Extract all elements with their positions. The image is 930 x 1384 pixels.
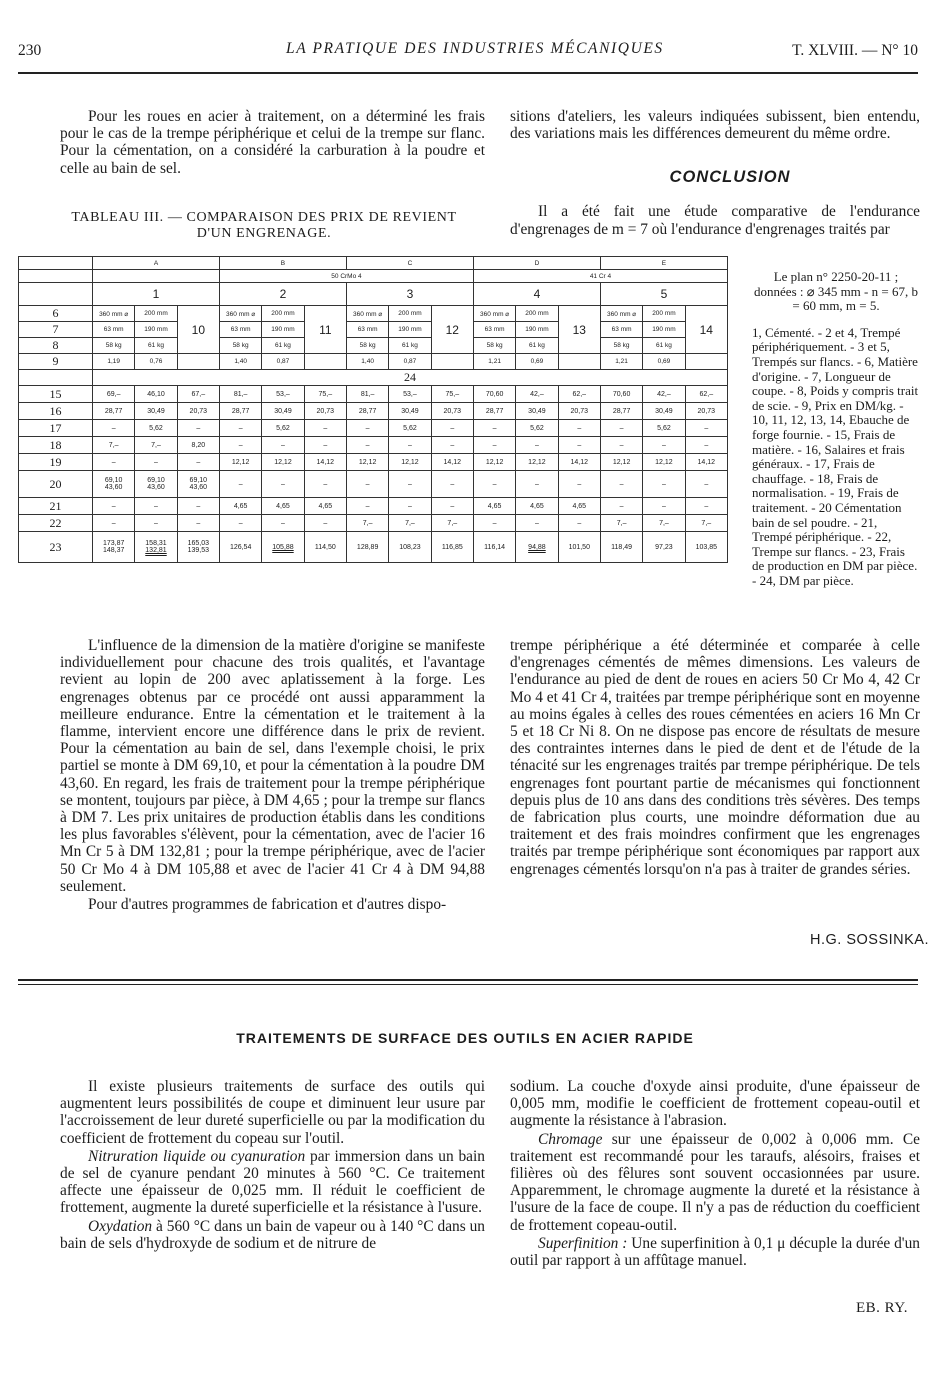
table-cell: – (643, 498, 685, 515)
row-label: 6 (19, 306, 93, 322)
table-cell: 14,12 (431, 454, 473, 471)
chromage-text: sur une épaisseur de 0,002 à 0,006 mm. Ce traitement est recommandé pour les taraufs, alésoirs, fraises et filières où des fêlures sont souvent occasionnées par usure. Apparemment, le chromage augmente la dureté et la résistance à l'usure de la face de coupe. Il n'y a pas de réduction du coefficient de frottement copeau-outil. (510, 1130, 920, 1234)
table-cell: 8,20 (177, 437, 219, 454)
table-cell: 12,12 (389, 454, 431, 471)
table-cell: 116,14 (473, 532, 515, 563)
table-cell: 28,77 (473, 403, 515, 420)
intro-right-column (510, 108, 920, 143)
table-cell: 30,49 (135, 403, 177, 420)
table-cell: 5,62 (643, 420, 685, 437)
table-cell: – (93, 420, 135, 437)
table-cell: 30,49 (262, 403, 304, 420)
intro-left-column (60, 108, 485, 178)
table-cell: 63 mm (219, 322, 261, 338)
table-cell: 5,62 (262, 420, 304, 437)
table-cell: – (389, 471, 431, 498)
table-cell: – (93, 515, 135, 532)
table-cell: – (643, 471, 685, 498)
table-cell: 12,12 (219, 454, 261, 471)
nitruration-term: Nitruration liquide ou cyanuration (88, 1147, 306, 1165)
table-cell: 190 mm (135, 322, 177, 338)
table-cell: – (177, 515, 219, 532)
middle-right-paragraph: trempe périphérique a été déterminée et comparée à celle d'engrenages cémentés de mêmes dimensions. Les valeurs de l'endurance au pied de dent de roues en aciers 50 Cr Mo 4, 42 Cr Mo 4 et 41 Cr 4, traitées par trempe périphérique sont en moyenne au moins égales à celles des roues cémentées en aciers 16 Mn Cr 5 et 18 Cr Ni 8. On ne dispose pas encore de résultats de mesure des contraintes internes dans le pied de dent et de l'étude de la ténacité sur les engrenages traités par trempe périphérique. De tels engrenages font pourtant partie de mécanismes qui fonctionnent depuis plus de 10 ans dans des conditions très sévères. Des temps de fabrication plus courts, une moindre déformation due au traitement et des frais moindres confirment que les engrenages traités par trempe périphérique sont économiques par rapport aux engrenages cémentés lorsqu'on n'a pas à traiter de grandes séries. (510, 637, 920, 878)
table-cell: 114,50 (304, 532, 346, 563)
table-cell: 190 mm (389, 322, 431, 338)
table-cell: – (558, 515, 600, 532)
row-16 (19, 403, 728, 420)
row-label: 7 (19, 322, 93, 338)
table-cell: 190 mm (643, 322, 685, 338)
right-continuation-paragraph: sitions d'ateliers, les valeurs indiquées subissent, bien entendu, des variations mais les différences demeurent du même ordre. (510, 108, 920, 143)
side-number: 11 (304, 306, 346, 354)
table-cell: 70,60 (600, 386, 642, 403)
table-cell: 69,– (93, 386, 135, 403)
table-cell: 4,65 (219, 498, 261, 515)
table-cell: 12,12 (516, 454, 558, 471)
cell-line: 69,10 (147, 477, 165, 484)
section-24-label: 24 (93, 370, 728, 386)
table-cell: 58 kg (219, 338, 261, 354)
table-cell: 200 mm (643, 306, 685, 322)
table-cell: – (304, 515, 346, 532)
table-cell: 200 mm (262, 306, 304, 322)
row-label: 19 (19, 454, 93, 471)
table-cell: – (304, 420, 346, 437)
cell-line: 132,81 (145, 547, 167, 554)
table-cell: 58 kg (473, 338, 515, 354)
table-cell: 4,65 (473, 498, 515, 515)
material-bc: 50 CrMo 4 (219, 270, 473, 283)
table-cell: 20,73 (558, 403, 600, 420)
table-cell: 7,– (135, 437, 177, 454)
running-title: LA PRATIQUE DES INDUSTRIES MÉCANIQUES (286, 40, 664, 57)
table-cell: – (135, 454, 177, 471)
cell-line: 69,10 (104, 477, 123, 484)
table-cell: 103,85 (685, 532, 727, 563)
table-cell: 1,40 (346, 354, 388, 370)
row-15 (19, 386, 728, 403)
table-cell: 7,– (389, 515, 431, 532)
table-cell: – (558, 420, 600, 437)
table-cell: – (219, 437, 261, 454)
table-cell: 20,73 (304, 403, 346, 420)
row-label: 16 (19, 403, 93, 420)
table-cell: 62,– (685, 386, 727, 403)
table-cell (177, 471, 219, 498)
table-cell: 58 kg (346, 338, 388, 354)
group-number-4: 4 (473, 283, 600, 306)
table-cell: 70,60 (473, 386, 515, 403)
table-cell: – (516, 437, 558, 454)
group-b: B (219, 257, 346, 270)
table-cell: 63 mm (346, 322, 388, 338)
table-cell: – (431, 420, 473, 437)
row-label: 9 (19, 354, 93, 370)
table-cell: 360 mm ⌀ (346, 306, 388, 322)
cell-line: 139,53 (187, 547, 210, 554)
side-number: 13 (558, 306, 600, 354)
table-cell: 67,– (177, 386, 219, 403)
table-cell: 7,– (431, 515, 473, 532)
table-cell: – (219, 471, 261, 498)
cell-line: 43,60 (147, 484, 165, 491)
material-a (93, 270, 220, 283)
table-cell: 128,89 (346, 532, 388, 563)
bottom-right-paragraph: sodium. La couche d'oxyde ainsi produite, d'une épaisseur de 0,005 mm, modifie le coefficient de frottement copeau-outil et augmente la résistance à l'abrasion. (510, 1078, 920, 1130)
chromage-term: Chromage (538, 1130, 603, 1148)
side-number: 10 (177, 306, 219, 354)
table-cell: 4,65 (516, 498, 558, 515)
table-cell: – (431, 471, 473, 498)
table-cell: – (473, 437, 515, 454)
table-cell: 61 kg (643, 338, 685, 354)
bottom-left-column (60, 1078, 485, 1253)
legend-text: 1, Cémenté. - 2 et 4, Trempé périphériquement. - 3 et 5, Trempés sur flancs. - 6, Matière d'origine. - 7, Longueur de coupe. - 8, Poids y compris trait de scie. - 9, Prix en DM/kg. - 10, 11, 12, 13, 14, Ebauche de forge fournie. - 15, Frais de matière. - 16, Salaires et frais généraux. - 17, Frais de chauffage. - 18, Frais de normalisation. - 19, Frais de traitement. - 20 Cémentation bain de sel poudre. - 21, Trempé périphérique. - 22, Trempe sur flancs. - 23, Frais de production en DM par pièce. - 24, DM par pièce. (752, 324, 919, 588)
row-20 (19, 471, 728, 498)
table-cell: – (135, 515, 177, 532)
table-cell: – (304, 437, 346, 454)
table-cell: 53,– (262, 386, 304, 403)
table-cell: 200 mm (135, 306, 177, 322)
legend-plan: Le plan n° 2250-20-11 ; données : ⌀ 345 mm - n = 67, b = 60 mm, m = 5. (754, 269, 918, 314)
table-cell: – (431, 437, 473, 454)
table-cell: 58 kg (93, 338, 135, 354)
table-cell: – (600, 471, 642, 498)
cell-line: 69,10 (189, 477, 208, 484)
chromage-paragraph (510, 1131, 920, 1234)
table-cell: – (93, 498, 135, 515)
table-cell: 61 kg (389, 338, 431, 354)
table-cell: – (177, 420, 219, 437)
volume-number: T. XLVIII. — N° 10 (792, 42, 918, 59)
table-cell: 0,87 (389, 354, 431, 370)
superfinition-paragraph (510, 1235, 920, 1269)
cell-line: 148,37 (102, 547, 125, 554)
table-cell: 97,23 (643, 532, 685, 563)
table-cell: 200 mm (389, 306, 431, 322)
table-cell: 360 mm ⌀ (473, 306, 515, 322)
table-cell: – (346, 471, 388, 498)
table-cell: 20,73 (177, 403, 219, 420)
table-cell: 190 mm (516, 322, 558, 338)
table-cell (177, 532, 219, 563)
group-number-1: 1 (93, 283, 220, 306)
table-cell: 58 kg (600, 338, 642, 354)
table-cell: 101,50 (558, 532, 600, 563)
oxydation-paragraph (60, 1218, 485, 1252)
row-23 (19, 532, 728, 563)
table-cell: 12,12 (262, 454, 304, 471)
signature-ebry: EB. RY. (856, 1300, 908, 1316)
row-18 (19, 437, 728, 454)
table-cell: 108,23 (389, 532, 431, 563)
table-cell: – (643, 437, 685, 454)
table-cell: 5,62 (516, 420, 558, 437)
table-cell: 63 mm (93, 322, 135, 338)
table-cell: 5,62 (135, 420, 177, 437)
bottom-left-paragraph: Il existe plusieurs traitements de surface des outils qui augmentent leurs possibilités de coupe et diminuent leur usure par l'accroissement de leur dureté superficielle ou par la modification du coefficient de frottement du copeau sur l'outil. (60, 1078, 485, 1147)
table-cell: 63 mm (600, 322, 642, 338)
cell-line: 173,87 (102, 540, 125, 547)
table-cell: 75,– (431, 386, 473, 403)
table-cell: 20,73 (685, 403, 727, 420)
middle-right-column (510, 637, 920, 879)
table-cell: 0,76 (135, 354, 177, 370)
cell-line: 158,31 (145, 540, 167, 547)
table-cell: 200 mm (516, 306, 558, 322)
table-cell: 7,– (93, 437, 135, 454)
row-label: 23 (19, 532, 93, 563)
table-cell: 0,69 (516, 354, 558, 370)
cell-line: 43,60 (104, 484, 123, 491)
table-cell: 7,– (685, 515, 727, 532)
table-cell: 30,49 (389, 403, 431, 420)
table-cell: 28,77 (346, 403, 388, 420)
table-cell: 4,65 (262, 498, 304, 515)
table-cell: 1,19 (93, 354, 135, 370)
row-17 (19, 420, 728, 437)
table-cell: 61 kg (516, 338, 558, 354)
table-caption (60, 210, 468, 242)
middle-left-paragraph-2: Pour d'autres programmes de fabrication et d'autres dispo- (88, 896, 447, 914)
table-cell: 12,12 (473, 454, 515, 471)
conclusion-start (510, 203, 920, 240)
row-label: 18 (19, 437, 93, 454)
table-cell: – (473, 420, 515, 437)
table-cell: 7,– (643, 515, 685, 532)
table-cell: – (600, 420, 642, 437)
table-cell: 20,73 (431, 403, 473, 420)
table-cell: – (346, 437, 388, 454)
table-cell: 81,– (346, 386, 388, 403)
cell-line: 165,03 (187, 540, 210, 547)
section-rule-1 (18, 979, 918, 981)
table-cell: – (600, 498, 642, 515)
oxydation-term: Oxydation (88, 1217, 153, 1235)
table-cell (135, 471, 177, 498)
conclusion-paragraph: Il a été fait une étude comparative de l'endurance d'engrenages de m = 7 où l'endurance d'engrenages traités par (510, 203, 920, 238)
group-e: E (600, 257, 727, 270)
table-cell: – (262, 471, 304, 498)
table-cell: 46,10 (135, 386, 177, 403)
table-cell: 30,49 (643, 403, 685, 420)
page-header (18, 38, 918, 68)
row-label: 15 (19, 386, 93, 403)
middle-left-paragraph: L'influence de la dimension de la matière d'origine se manifeste individuellement pour chacune des trois qualités, et l'avantage revient au lopin de 200 avec aplatissement à la forge. Les engrenages obtenus par ce procédé ont aussi apparamment la meilleure endurance. Entre la cémentation et le traitement à la flamme, intervient encore une différence dans le prix de revient. Pour la cémentation au bain de sel, dans l'exemple choisi, le prix partiel se monte à DM 69,10, et pour la cémentation à la poudre DM 43,60. En regard, les frais de traitement pour la trempe périphérique se montent, toujours par pièce, à DM 4,65 ; pour la trempe sur flancs à DM 7. Les prix unitaires de production établis dans les conditions les plus favorables s'élèvent, pour la cémentation, avec de l'acier 16 Mn Cr 5 à DM 132,81 ; pour la trempe périphérique, avec de l'acier 50 Cr Mo 4 à DM 105,88 et avec de l'acier 41 Cr 4 à DM 94,88 seulement. (60, 637, 485, 895)
row-21 (19, 498, 728, 515)
nitruration-paragraph (60, 1148, 485, 1217)
table-cell: 116,85 (431, 532, 473, 563)
table-cell: 75,– (304, 386, 346, 403)
table-cell: – (219, 515, 261, 532)
table-cell: 61 kg (135, 338, 177, 354)
signature-sossinka: H.G. SOSSINKA. (810, 932, 929, 948)
row-19 (19, 454, 728, 471)
table-cell: – (516, 515, 558, 532)
middle-left-column (60, 637, 485, 914)
article-title: TRAITEMENTS DE SURFACE DES OUTILS EN ACIER RAPIDE (236, 1030, 694, 1046)
table-legend (752, 270, 920, 600)
table-cell: 0,69 (643, 354, 685, 370)
table-cell: 14,12 (685, 454, 727, 471)
material-de: 41 Cr 4 (473, 270, 727, 283)
group-c: C (346, 257, 473, 270)
table-cell: – (431, 498, 473, 515)
row-label: 8 (19, 338, 93, 354)
table-cell: – (219, 420, 261, 437)
row-label: 20 (19, 471, 93, 498)
table-cell: – (516, 471, 558, 498)
table-cell: – (346, 498, 388, 515)
table-cell: 12,12 (600, 454, 642, 471)
cell-line: 43,60 (189, 484, 208, 491)
table-cell: – (685, 420, 727, 437)
row-22 (19, 515, 728, 532)
table-cell: 118,49 (600, 532, 642, 563)
table-caption-line1: TABLEAU III. — COMPARAISON DES PRIX DE REVIENT (71, 210, 457, 225)
table-cell: 4,65 (558, 498, 600, 515)
table-cell: 81,– (219, 386, 261, 403)
table-cell: 62,– (558, 386, 600, 403)
row-label: 21 (19, 498, 93, 515)
table-cell: 0,87 (262, 354, 304, 370)
table-cell: 14,12 (558, 454, 600, 471)
section-rule-2 (18, 984, 918, 985)
table-cell: – (389, 498, 431, 515)
oxydation-text: à 560 °C dans un bain de vapeur ou à 140 °C dans un bain de sels d'hydroxyde de sodium et de nitrure de (60, 1217, 486, 1252)
table-cell: – (473, 471, 515, 498)
superfinition-text: Une superfinition à 0,1 μ décuple la durée d'un outil par rapport à un affûtage manuel. (510, 1234, 920, 1270)
table-cell: 42,– (643, 386, 685, 403)
table-cell: – (177, 454, 219, 471)
table-cell: 7,– (346, 515, 388, 532)
table-cell: 53,– (389, 386, 431, 403)
table-cell: 5,62 (389, 420, 431, 437)
table-cell: – (558, 471, 600, 498)
table-cell: 1,40 (219, 354, 261, 370)
table-cell: – (389, 437, 431, 454)
nitruration-text: par immersion dans un bain de sel de cyanure pendant 20 minutes à 560 °C. Ce traitement affecte une épaisseur de 0,025 mm. Il réduit le coefficient de frottement, augmente la dureté superficielle et la résistance à l'usure. (60, 1147, 485, 1217)
table-cell: – (473, 515, 515, 532)
table-cell: 1,21 (473, 354, 515, 370)
table-cell: 42,– (516, 386, 558, 403)
group-number-5: 5 (600, 283, 727, 306)
table-cell: 28,77 (600, 403, 642, 420)
group-a: A (93, 257, 220, 270)
table-cell: 12,12 (346, 454, 388, 471)
page-number: 230 (18, 42, 42, 59)
cost-comparison-table (18, 256, 728, 596)
table-cell: 63 mm (473, 322, 515, 338)
table-cell: 14,12 (304, 454, 346, 471)
table-cell: 190 mm (262, 322, 304, 338)
table-cell: 4,65 (304, 498, 346, 515)
group-number-3: 3 (346, 283, 473, 306)
table-cell: 61 kg (262, 338, 304, 354)
table-cell: 28,77 (93, 403, 135, 420)
table-cell: 7,– (600, 515, 642, 532)
table-cell: 28,77 (219, 403, 261, 420)
table-cell: – (262, 437, 304, 454)
table-cell: 360 mm ⌀ (219, 306, 261, 322)
superfinition-term: Superfinition : (538, 1234, 628, 1252)
table-cell: 94,88 (516, 532, 558, 563)
table-cell: – (600, 437, 642, 454)
table-cell (93, 471, 135, 498)
table-cell: – (135, 498, 177, 515)
table-caption-line2: D'UN ENGRENAGE. (196, 226, 332, 241)
table-cell: 1,21 (600, 354, 642, 370)
intro-paragraph: Pour les roues en acier à traitement, on a déterminé les frais pour le cas de la trempe périphérique et celui de la trempe sur flanc. Pour la cémentation, on a considéré la carburation à la poudre et celle au bain de sel. (60, 108, 485, 177)
table-cell: 360 mm ⌀ (93, 306, 135, 322)
side-number: 12 (431, 306, 473, 354)
table-cell: – (177, 498, 219, 515)
table-cell: – (685, 471, 727, 498)
table-cell: – (685, 498, 727, 515)
group-number-2: 2 (219, 283, 346, 306)
table-cell (135, 532, 177, 563)
header-rule (18, 72, 918, 74)
table-cell: 12,12 (643, 454, 685, 471)
row-label: 22 (19, 515, 93, 532)
conclusion-title: CONCLUSION (669, 168, 791, 186)
table-cell: – (685, 437, 727, 454)
group-d: D (473, 257, 600, 270)
table-cell: 30,49 (516, 403, 558, 420)
table-cell: – (304, 471, 346, 498)
table-cell (93, 532, 135, 563)
bottom-right-column (510, 1078, 920, 1270)
table-cell: 360 mm ⌀ (600, 306, 642, 322)
row-label: 17 (19, 420, 93, 437)
table-cell: 126,54 (219, 532, 261, 563)
table-cell: – (93, 454, 135, 471)
table-cell: – (262, 515, 304, 532)
table-cell: – (558, 437, 600, 454)
table-cell: 105,88 (262, 532, 304, 563)
table-cell: – (346, 420, 388, 437)
side-number: 14 (685, 306, 727, 354)
